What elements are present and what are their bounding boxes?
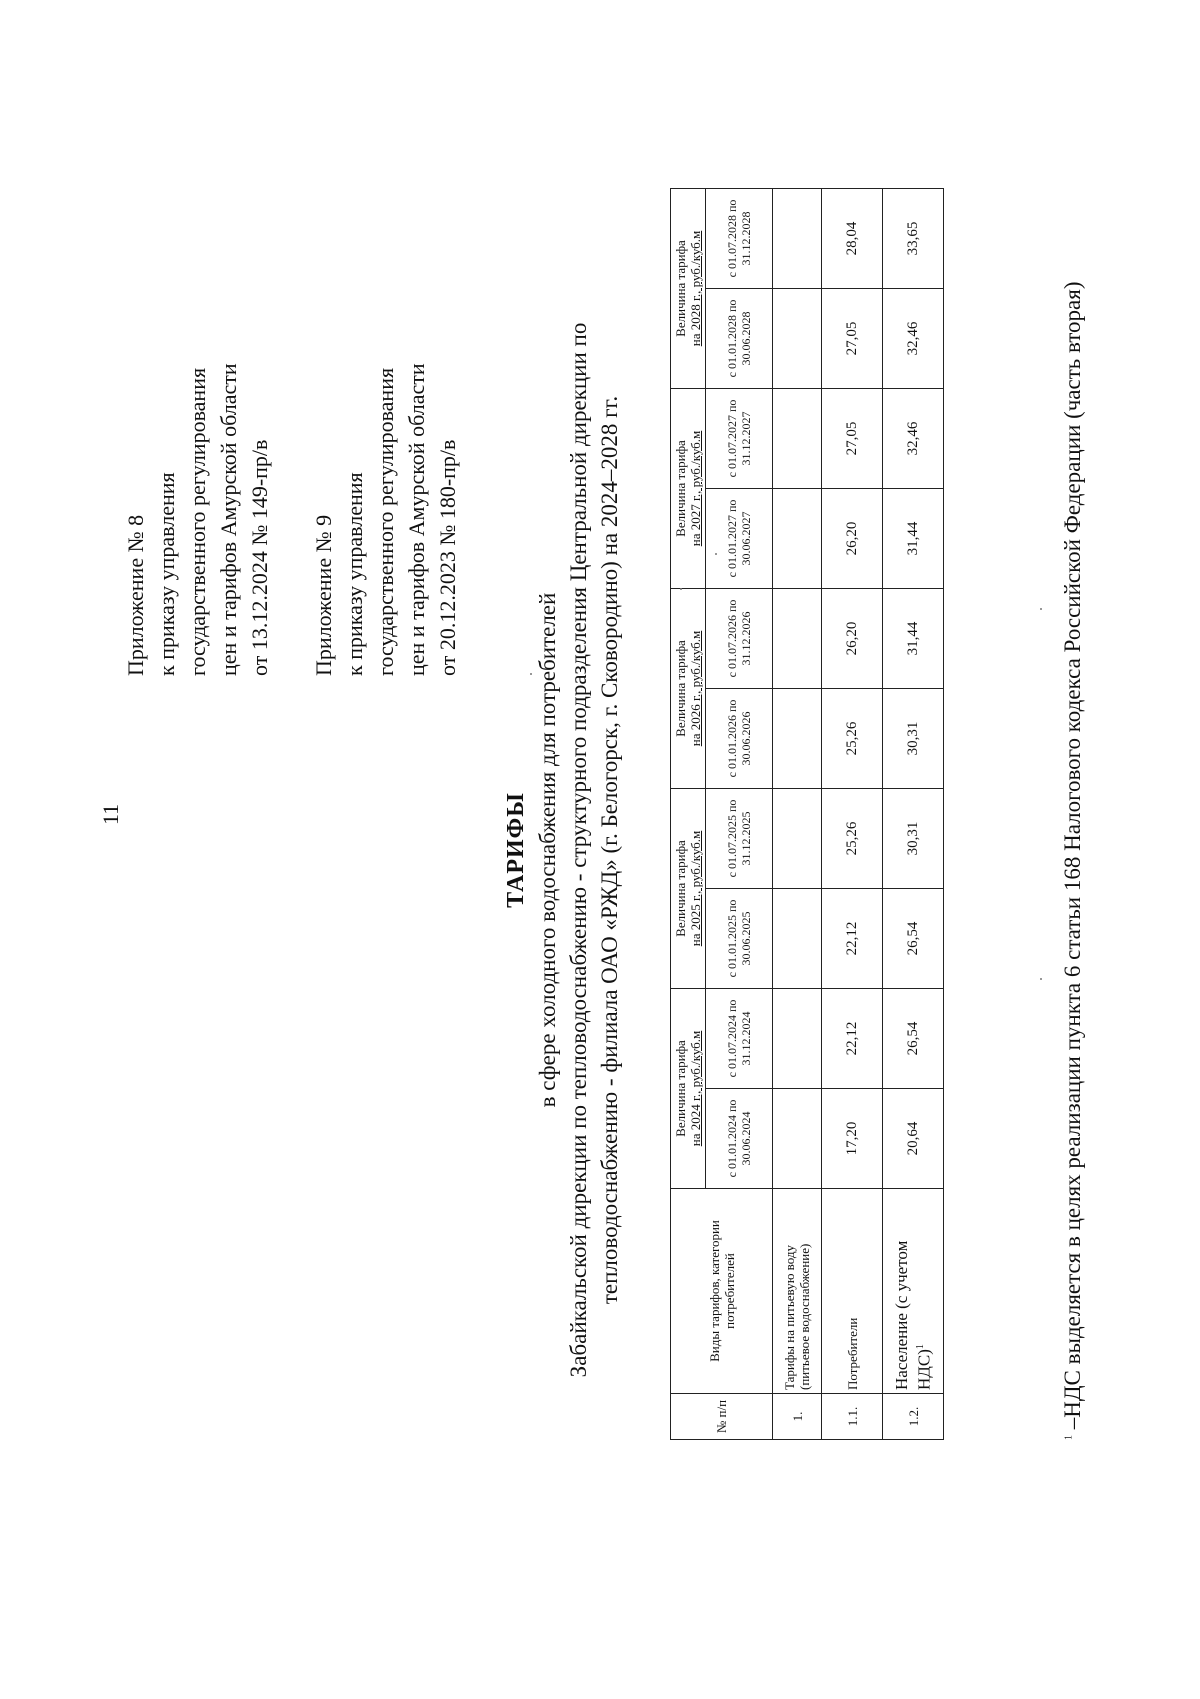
- period-cell: с 01.07.2028 по 31.12.2028: [706, 189, 773, 289]
- group-label: Величина тарифа: [673, 1040, 688, 1137]
- table-header-row: [671, 189, 706, 1440]
- period-cell: с 01.01.2026 по 30.06.2026: [706, 689, 773, 789]
- appendix-8-block: [120, 363, 275, 676]
- value-cell: 28,04: [822, 189, 883, 289]
- group-label: Величина тарифа: [673, 840, 688, 937]
- value-cell: [773, 789, 822, 889]
- document-title-block: [500, 20, 625, 1680]
- appendix-8-line: к приказу управления: [154, 472, 179, 676]
- title-line: в сфере холодного водоснабжения для потребителей: [535, 592, 560, 1108]
- document-page: [60, 20, 1180, 1680]
- value-cell: [773, 489, 822, 589]
- row-type-cell: [883, 1189, 944, 1394]
- appendix-8-line: от 13.12.2024 № 149-пр/в: [247, 439, 272, 676]
- group-label: Величина тарифа: [673, 240, 688, 337]
- appendix-8-line: Приложение № 8: [123, 514, 148, 676]
- footnote: [1060, 282, 1086, 1440]
- group-label: Величина тарифа: [673, 640, 688, 737]
- table-row: [883, 189, 944, 1440]
- value-cell: 17,20: [822, 1089, 883, 1189]
- appendix-9-line: цен и тарифов Амурской области: [404, 363, 429, 676]
- appendix-8-line: государственного регулирования: [185, 367, 210, 676]
- value-cell: 32,46: [883, 389, 944, 489]
- value-cell: 20,64: [883, 1089, 944, 1189]
- header-group-2027: [671, 389, 706, 589]
- value-cell: 25,26: [822, 789, 883, 889]
- row-type: Потребители: [822, 1189, 883, 1394]
- scan-speck: [530, 673, 532, 675]
- value-cell: 30,31: [883, 789, 944, 889]
- value-cell: 33,65: [883, 189, 944, 289]
- scan-speck: [1040, 978, 1042, 980]
- period-cell: с 01.01.2028 по 30.06.2028: [706, 289, 773, 389]
- value-cell: 31,44: [883, 589, 944, 689]
- value-cell: [773, 889, 822, 989]
- value-cell: 31,44: [883, 489, 944, 589]
- header-group-2024: [671, 989, 706, 1189]
- value-cell: 26,54: [883, 989, 944, 1089]
- value-cell: 22,12: [822, 889, 883, 989]
- row-type: Тарифы на питьевую воду (питьевое водоснабжение): [773, 1189, 822, 1394]
- value-cell: [773, 689, 822, 789]
- value-cell: 22,12: [822, 989, 883, 1089]
- row-no: 1.: [773, 1394, 822, 1440]
- scan-speck: [715, 553, 717, 555]
- header-type: Виды тарифов, категории потребителей: [671, 1189, 773, 1394]
- appendix-9-line: государственного регулирования: [373, 367, 398, 676]
- header-group-2025: [671, 789, 706, 989]
- period-cell: с 01.01.2024 по 30.06.2024: [706, 1089, 773, 1189]
- title-line: Забайкальской дирекции по тепловодоснабжению - структурного подразделения Центральной дирекции по: [566, 322, 591, 1378]
- footnote-text: –НДС выделяется в целях реализации пункта 6 статьи 168 Налогового кодекса Российской Федерации (часть вторая): [1060, 281, 1085, 1435]
- value-cell: 27,05: [822, 389, 883, 489]
- value-cell: 30,31: [883, 689, 944, 789]
- header-group-2028: [671, 189, 706, 389]
- page-number: 11: [98, 803, 123, 825]
- row-no: 1.1.: [822, 1394, 883, 1440]
- appendix-9-line: от 20.12.2023 № 180-пр/в: [435, 439, 460, 676]
- value-cell: [773, 289, 822, 389]
- period-cell: с 01.07.2025 по 31.12.2025: [706, 789, 773, 889]
- table-row: [822, 189, 883, 1440]
- group-year: на 2027 г., руб./куб.м: [688, 430, 703, 547]
- tariff-table: [670, 188, 944, 1440]
- header-group-2026: [671, 589, 706, 789]
- period-cell: с 01.07.2024 по 31.12.2024: [706, 989, 773, 1089]
- value-cell: [773, 389, 822, 489]
- row-no: 1.2.: [883, 1394, 944, 1440]
- group-label: Величина тарифа: [673, 440, 688, 537]
- group-year: на 2026 г., руб./куб.м: [688, 630, 703, 747]
- header-no: № п/п: [671, 1394, 773, 1440]
- value-cell: [773, 1089, 822, 1189]
- value-cell: [773, 589, 822, 689]
- group-year: на 2028 г., руб./куб.м: [688, 230, 703, 347]
- table-row: [773, 189, 822, 1440]
- footnote-ref: 1: [915, 1344, 927, 1350]
- appendix-9-line: Приложение № 9: [311, 514, 336, 676]
- row-type: Население (с учетом НДС): [892, 1240, 934, 1390]
- appendix-9-line: к приказу управления: [342, 472, 367, 676]
- value-cell: 25,26: [822, 689, 883, 789]
- value-cell: 26,20: [822, 489, 883, 589]
- period-cell: с 01.07.2027 по 31.12.2027: [706, 389, 773, 489]
- group-year: на 2024 г., руб./куб.м: [688, 1030, 703, 1147]
- value-cell: [773, 989, 822, 1089]
- value-cell: 32,46: [883, 289, 944, 389]
- value-cell: 26,54: [883, 889, 944, 989]
- value-cell: 26,20: [822, 589, 883, 689]
- period-cell: с 01.01.2027 по 30.06.2027: [706, 489, 773, 589]
- appendix-8-line: цен и тарифов Амурской области: [216, 363, 241, 676]
- value-cell: 27,05: [822, 289, 883, 389]
- scan-speck: [680, 588, 682, 590]
- appendix-9-block: [308, 363, 463, 676]
- period-cell: с 01.01.2025 по 30.06.2025: [706, 889, 773, 989]
- group-year: на 2025 г., руб./куб.м: [688, 830, 703, 947]
- period-cell: с 01.07.2026 по 31.12.2026: [706, 589, 773, 689]
- title-line: тепловодоснабжению - филиала ОАО «РЖД» (г. Белогорск, г. Сковородино) на 2024–2028 гг.: [597, 395, 622, 1305]
- scan-speck: [1040, 608, 1042, 610]
- document-title: ТАРИФЫ: [503, 792, 529, 908]
- value-cell: [773, 189, 822, 289]
- footnote-mark: 1: [1063, 1435, 1075, 1440]
